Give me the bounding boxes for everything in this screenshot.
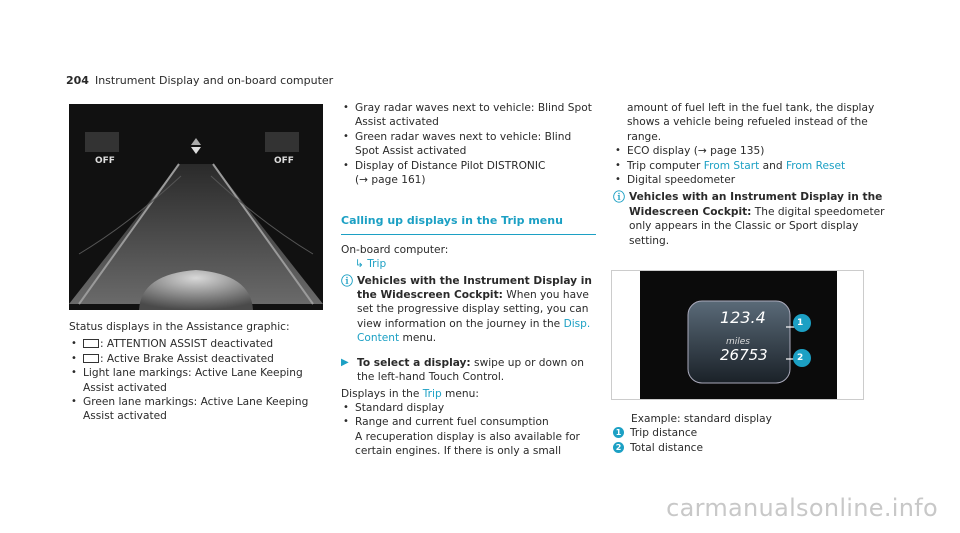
list-item: • Green radar waves next to vehicle: Blind Spot Assist activated xyxy=(341,130,596,159)
info-icon: ⓘ xyxy=(341,273,354,288)
example-caption xyxy=(613,412,891,455)
list-item: • Trip computer From Start and From Reset xyxy=(613,159,891,173)
legend-item: 2 Total distance xyxy=(613,441,891,455)
from-reset-link: From Reset xyxy=(785,159,846,172)
list-item: • Range and current fuel consumption xyxy=(341,415,596,429)
right-column xyxy=(613,101,891,248)
displays-line: Displays in the Trip menu: xyxy=(341,387,479,400)
standard-display-image xyxy=(611,270,864,400)
display-screen xyxy=(640,271,837,399)
list-item: • Standard display xyxy=(341,401,596,415)
continued-text: amount of fuel left in the fuel tank, the display shows a vehicle being refueled instead of the range. xyxy=(627,102,875,143)
assistance-graphic xyxy=(69,104,323,310)
list-item: • Gray radar waves next to vehicle: Blind Spot Assist activated xyxy=(341,101,596,130)
computer-label: On-board computer: xyxy=(341,243,449,256)
off-right-label: OFF xyxy=(274,156,294,166)
status-item: • Light lane markings: Active Lane Keeping Assist activated xyxy=(69,366,324,395)
status-caption: Status displays in the Assistance graphic: xyxy=(69,321,290,333)
section-heading: Calling up displays in the Trip menu xyxy=(341,214,596,234)
watermark: carmanualsonline.info xyxy=(666,494,938,522)
total-distance-value: 26753 xyxy=(720,346,768,364)
example-label: Example: standard display xyxy=(631,413,772,425)
disp-content-link: Disp. Content xyxy=(357,317,591,345)
middle-column xyxy=(341,101,596,459)
status-item: • : ATTENTION ASSIST deactivated xyxy=(69,337,324,351)
list-item: • Display of Distance Pilot DISTRONIC (→ page 161) xyxy=(341,159,596,188)
from-start-link: From Start xyxy=(703,159,760,172)
left-column-text xyxy=(69,320,324,424)
trip-distance-value: 123.4 xyxy=(720,308,766,327)
instruction-step: ▶ To select a display: swipe up or down on the left-hand Touch Control. xyxy=(341,356,584,384)
info-icon: ⓘ xyxy=(613,190,626,205)
trip-menu-path: Trip xyxy=(367,258,387,271)
list-item: • ECO display (→ page 135) xyxy=(613,144,891,158)
list-item: • Digital speedometer xyxy=(613,173,891,187)
recuperation-text: A recuperation display is also available for certain engines. If there is only a small xyxy=(355,430,580,458)
callout-1: 1 xyxy=(797,318,804,328)
page-header xyxy=(66,74,333,88)
callout-2: 2 xyxy=(797,353,804,363)
info-note: ⓘ Vehicles with the Instrument Display in the Widescreen Cockpit: When you have set the progressive display setting, you can view information on the journey in the Disp. Content menu. xyxy=(341,273,592,345)
info-note: ⓘ Vehicles with an Instrument Display in the Widescreen Cockpit: The digital speedometer only appears in the Classic or Sport display setting. xyxy=(613,190,885,247)
page-title: Instrument Display and on-board computer xyxy=(94,74,334,87)
menu-arrow-icon: ↳ xyxy=(355,258,364,271)
step-arrow-icon: ▶ xyxy=(341,356,349,368)
status-item: • : Active Brake Assist deactivated xyxy=(69,352,324,366)
brake-assist-icon xyxy=(83,354,99,363)
status-item: • Green lane markings: Active Lane Keeping Assist activated xyxy=(69,395,324,424)
legend-item: 1 Trip distance xyxy=(613,426,891,440)
page-ref: (→ page 161) xyxy=(355,174,426,187)
attention-assist-icon xyxy=(83,339,99,348)
distance-unit: miles xyxy=(726,337,750,347)
page-number: 204 xyxy=(66,74,89,87)
off-left-label: OFF xyxy=(95,156,115,166)
